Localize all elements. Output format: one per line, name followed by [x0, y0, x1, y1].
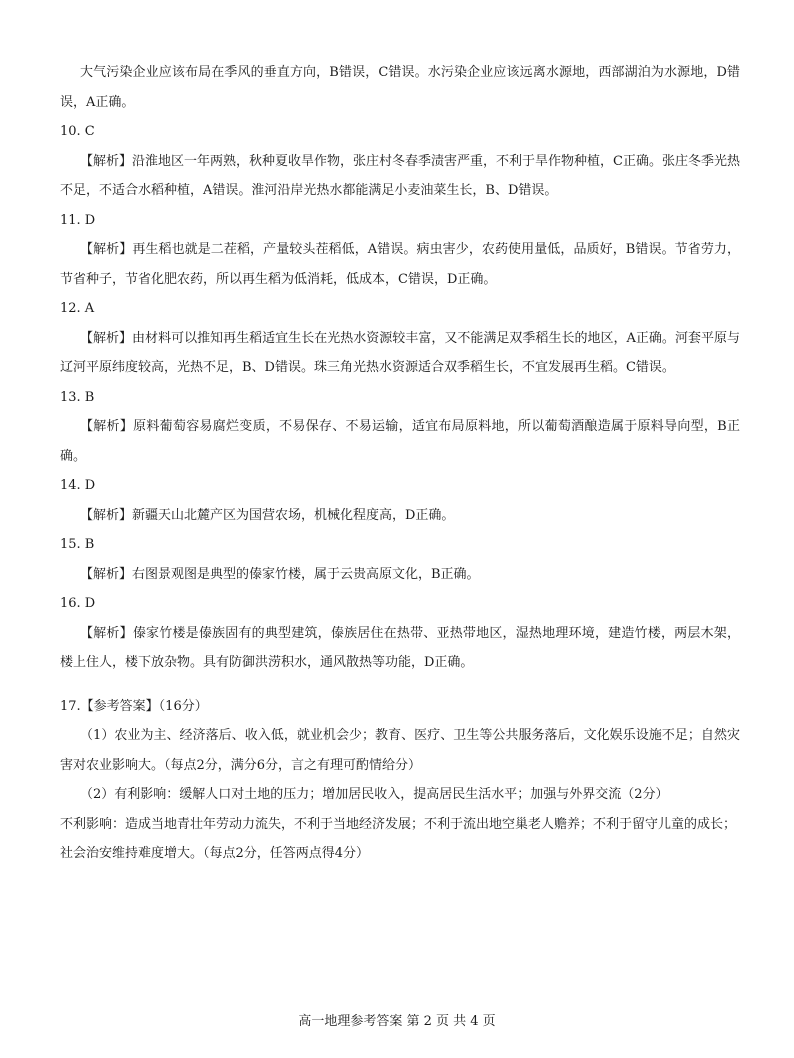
question-17 — [60, 692, 740, 869]
answer-content — [60, 58, 740, 869]
question-number: 13. B — [60, 389, 95, 405]
question-17-part2-favorable: （2）有利影响：缓解人口对土地的压力；增加居民收入，提高居民生活水平；加强与外界交流（2分） — [80, 787, 669, 802]
section-spacer — [60, 678, 740, 692]
question-13 — [60, 383, 740, 472]
intro-paragraph: 大气污染企业应该布局在季风的垂直方向，B错误，C错误。水污染企业应该远离水源地，西部湖泊为水源地，D错误，A正确。 — [60, 65, 740, 110]
question-analysis: 【解析】由材料可以推知再生稻适宜生长在光热水资源较丰富，又不能满足双季稻生长的地区，A正确。河套平原与辽河平原纬度较高，光热不足，B、D错误。珠三角光热水资源适合双季稻生长，不宜发展再生稻。C错误。 — [60, 330, 740, 375]
question-analysis: 【解析】沿淮地区一年两熟，秋种夏收旱作物，张庄村冬春季渍害严重，不利于旱作物种植，C正确。张庄冬季光热不足，不适合水稻种植，A错误。淮河沿岸光热水都能满足小麦油菜生长，B、D错误。 — [60, 153, 740, 198]
question-12 — [60, 294, 740, 383]
question-number: 12. A — [60, 301, 95, 316]
question-11 — [60, 206, 740, 295]
question-14 — [60, 471, 740, 530]
question-analysis: 【解析】新疆天山北麓产区为国营农场，机械化程度高，D正确。 — [80, 507, 455, 523]
question-17-heading: 17.【参考答案】（16分） — [60, 698, 208, 714]
question-number: 15. B — [60, 537, 95, 552]
question-10 — [60, 117, 740, 206]
question-analysis: 【解析】原料葡萄容易腐烂变质，不易保存、不易运输，适宜布局原料地，所以葡萄酒酿造属于原料导向型，B正确。 — [60, 419, 740, 464]
question-analysis: 【解析】傣家竹楼是傣族固有的典型建筑，傣族居住在热带、亚热带地区，湿热地理环境，建造竹楼，两层木架，楼上住人，楼下放杂物。具有防御洪涝积水，通风散热等功能，D正确。 — [60, 625, 740, 670]
question-number: 16. D — [60, 596, 96, 611]
question-analysis: 【解析】再生稻也就是二茬稻，产量较头茬稻低，A错误。病虫害少，农药使用量低，品质好，B错误。节省劳力，节省种子，节省化肥农药，所以再生稻为低消耗，低成本，C错误，D正确。 — [60, 242, 740, 287]
question-15 — [60, 530, 740, 589]
question-number: 11. D — [60, 212, 96, 228]
question-16 — [60, 589, 740, 678]
page-footer: 高一地理参考答案 第 2 页 共 4 页 — [298, 1014, 496, 1029]
question-17-part1: （1）农业为主、经济落后、收入低，就业机会少；教育、医疗、卫生等公共服务落后，文化娱乐设施不足；自然灾害对农业影响大。（每点2分，满分6分，言之有理可酌情给分） — [60, 728, 740, 773]
question-analysis: 【解析】右图景观图是典型的傣家竹楼，属于云贵高原文化，B正确。 — [80, 566, 480, 582]
question-number: 10. C — [60, 124, 95, 139]
question-number: 14. D — [60, 478, 96, 493]
question-17-part2-unfavorable: 不利影响：造成当地青壮年劳动力流失，不利于当地经济发展；不利于流出地空巢老人赡养；不利于留守儿童的成长；社会治安维持难度增大。（每点2分，任答两点得4分） — [60, 816, 737, 861]
